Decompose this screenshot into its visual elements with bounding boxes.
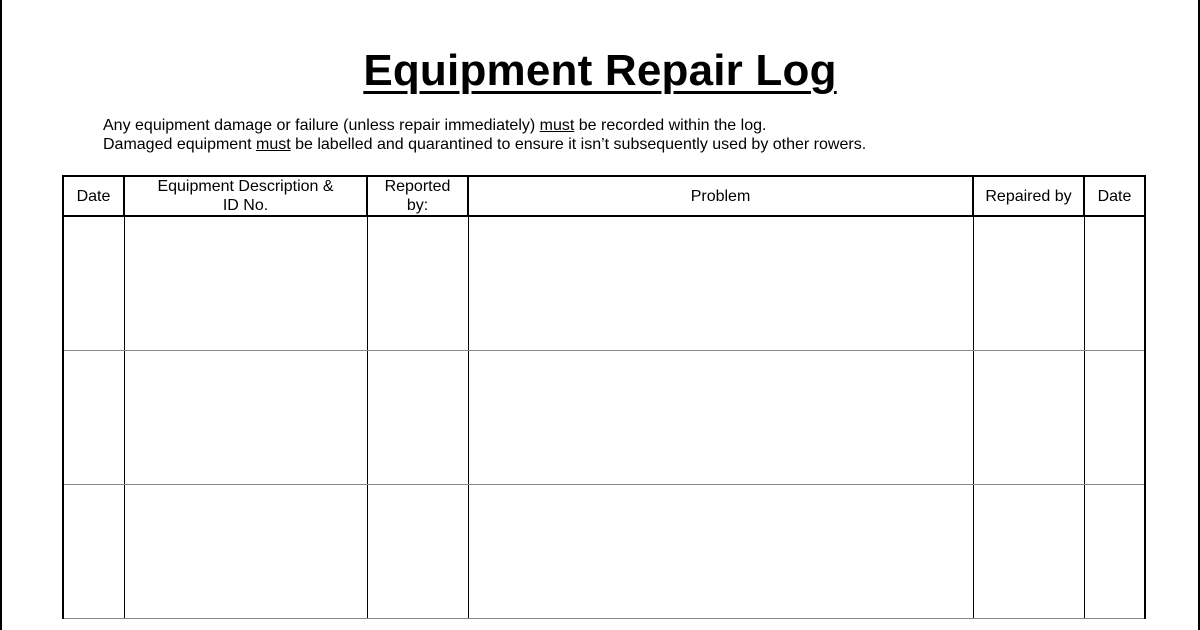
cell-reported-by[interactable] bbox=[367, 216, 468, 351]
cell-equipment[interactable] bbox=[124, 216, 367, 351]
cell-equipment[interactable] bbox=[124, 351, 367, 485]
table-row bbox=[63, 351, 1145, 485]
instruction-line-1 bbox=[103, 116, 866, 135]
repair-log-table bbox=[62, 175, 1146, 619]
cell-date-repaired[interactable] bbox=[1084, 351, 1145, 485]
cell-problem[interactable] bbox=[468, 216, 973, 351]
table-row bbox=[63, 216, 1145, 351]
column-header-date bbox=[63, 176, 124, 216]
cell-problem[interactable] bbox=[468, 351, 973, 485]
cell-reported-by[interactable] bbox=[367, 485, 468, 619]
table-row bbox=[63, 485, 1145, 619]
cell-date[interactable] bbox=[63, 485, 124, 619]
instruction-line-1-emphasis: must bbox=[539, 117, 575, 134]
column-header-reported-line-1: Reported bbox=[384, 178, 451, 195]
instruction-line-2-before: Damaged equipment bbox=[103, 136, 256, 153]
column-header-problem bbox=[468, 176, 973, 216]
cell-problem[interactable] bbox=[468, 485, 973, 619]
column-header-repaired-by-label: Repaired by bbox=[985, 187, 1072, 205]
instruction-line-2-after: be labelled and quarantined to ensure it isn’t subsequently used by other rowers. bbox=[290, 136, 867, 153]
cell-date-repaired[interactable] bbox=[1084, 485, 1145, 619]
cell-repaired-by[interactable] bbox=[973, 485, 1084, 619]
column-header-reported-line-2: by: bbox=[406, 197, 429, 214]
table-header-row bbox=[63, 176, 1145, 216]
column-header-equipment-line-1: Equipment Description & bbox=[157, 178, 334, 195]
instruction-line-2 bbox=[103, 135, 866, 154]
cell-equipment[interactable] bbox=[124, 485, 367, 619]
column-header-date-label: Date bbox=[76, 187, 111, 205]
instruction-line-2-emphasis: must bbox=[255, 136, 291, 153]
instruction-line-1-after: be recorded within the log. bbox=[574, 117, 767, 134]
column-header-reported-by bbox=[367, 176, 468, 216]
column-header-repaired-by bbox=[973, 176, 1084, 216]
column-header-problem-label: Problem bbox=[690, 187, 751, 205]
column-header-equipment bbox=[124, 176, 367, 216]
column-header-date-repaired bbox=[1084, 176, 1145, 216]
column-header-date-repaired-label: Date bbox=[1097, 187, 1132, 205]
cell-repaired-by[interactable] bbox=[973, 216, 1084, 351]
instructions bbox=[103, 116, 866, 154]
cell-repaired-by[interactable] bbox=[973, 351, 1084, 485]
cell-date[interactable] bbox=[63, 216, 124, 351]
instruction-line-1-before: Any equipment damage or failure (unless repair immediately) bbox=[103, 117, 540, 134]
cell-date-repaired[interactable] bbox=[1084, 216, 1145, 351]
cell-reported-by[interactable] bbox=[367, 351, 468, 485]
column-header-equipment-line-2: ID No. bbox=[222, 197, 269, 214]
page-title: Equipment Repair Log bbox=[363, 46, 837, 95]
cell-date[interactable] bbox=[63, 351, 124, 485]
